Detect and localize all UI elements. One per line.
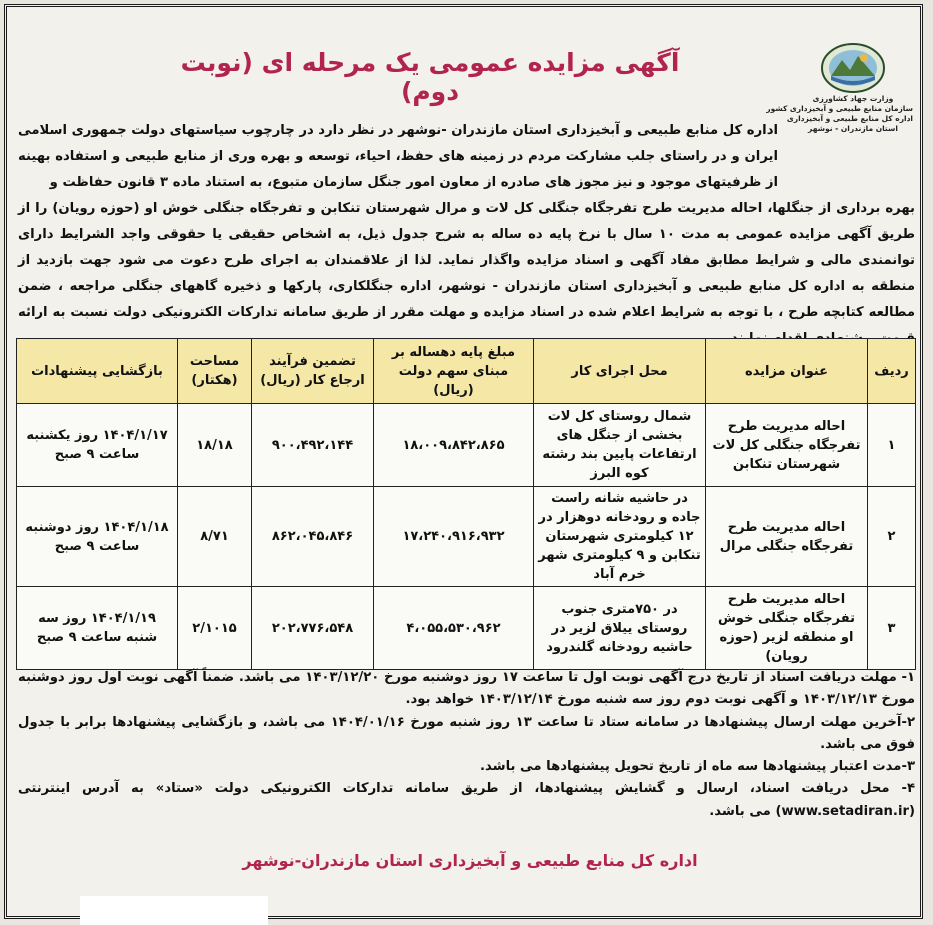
note-1: ۱- مهلت دریافت اسناد از تاریخ درج آگهی نوبت اول تا ساعت ۱۷ روز دوشنبه مورخ ۱۴۰۳/۱۲/۲۰ می باشد. ضمناً آگهی نوبت اول روز دوشنبه مورخ ۱۴۰۳/۱۲/۱۳ و آگهی نوبت دوم روز سه شنبه مورخ ۱۴۰۳/۱۲/۱۴ خواهد بود. <box>18 670 915 708</box>
cell-auction-title: احاله مدیریت طرح تفرجگاه جنگلی کل لات شهرستان تنکابن <box>706 404 868 487</box>
table-row <box>17 404 916 487</box>
cell-guarantee: ۸۶۲،۰۴۵،۸۴۶ <box>252 487 374 587</box>
header-row-number: ردیف <box>868 339 916 404</box>
intro-paragraph-rest: بهره برداری از جنگلها، احاله مدیریت طرح تفرجگاه جنگلی کل لات و مرال شهرستان تنکابن و تفرجگاه جنگلی خوش او (حوزه رویان) را از طریق آگهی مزایده عمومی به مدت ۱۰ سال با نرخ پایه ده ساله به شرح جدول ذیل، به اشخاص حقیقی یا حقوقی واجد الشرایط دارای توانمندی مالی و شرایط مطابق مفاد آگهی و اسناد مزایده واگذار نماید. لذا از علاقمندان به اجرای طرح دعوت می شود جهت بازدید از منطقه به اداره کل منابع طبیعی و آبخیزداری استان مازندران - نوشهر، اداره جنگلکاری، پارکها و ذخیره گاههای جنگلی مراجعه ، ضمن مطالعه کتابچه طرح ، با توجه به شرایط اعلام شده در اسناد مزایده و مهلت مقرر از طریق سامانه تدارکات الکترونیکی دولت نسبت به ارائه <box>18 201 916 320</box>
logo-line-4: استان مازندران - نوشهر <box>808 124 898 133</box>
cell-row-number: ۲ <box>868 487 916 587</box>
cell-area: ۱۸/۱۸ <box>178 404 252 487</box>
cell-area: ۸/۷۱ <box>178 487 252 587</box>
header-location: محل اجرای کار <box>534 339 706 404</box>
cell-base-price: ۱۷،۲۴۰،۹۱۶،۹۳۲ <box>374 487 534 587</box>
cell-base-price: ۱۸،۰۰۹،۸۴۲،۸۶۵ <box>374 404 534 487</box>
notice-title: آگهی مزایده عمومی یک مرحله ای (نوبت دوم) <box>180 48 680 106</box>
table-row <box>17 487 916 587</box>
header-opening: بازگشایی پیشنهادات <box>17 339 178 404</box>
cell-location: در ۷۵۰متری جنوب روستای ییلاق لزیر در حاشیه رودخانه گلندرود <box>534 587 706 670</box>
cell-row-number: ۱ <box>868 404 916 487</box>
logo-line-3: اداره کل منابع طبیعی و آبخیزداری <box>786 114 913 123</box>
header-guarantee: تضمین فرآیند ارجاع کار (ریال) <box>252 339 374 404</box>
note-4: ۴- محل دریافت اسناد، ارسال و گشایش پیشنهادها، از طریق سامانه تدارکات الکترونیکی دولت «ستاد» به آدرس اینترنتی (www.setadiran.ir) می باشد. <box>18 781 915 819</box>
cell-guarantee: ۲۰۲،۷۷۶،۵۴۸ <box>252 587 374 670</box>
cell-auction-title: احاله مدیریت طرح تفرجگاه جنگلی خوش او منطقه لزیر (حوزه رویان) <box>706 587 868 670</box>
auction-table <box>16 338 916 670</box>
cell-location: شمال روستای کل لات بخشی از جنگل های ارتفاعات پایین بند رشته کوه البرز <box>534 404 706 487</box>
table-header-row <box>17 339 916 404</box>
table-row <box>17 587 916 670</box>
header-auction-title: عنوان مزایده <box>706 339 868 404</box>
cell-opening: ۱۴۰۴/۱/۱۹ روز سه شنبه ساعت ۹ صبح <box>17 587 178 670</box>
issuer-footer: اداره کل منابع طبیعی و آبخیزداری استان مازندران-نوشهر <box>242 851 698 870</box>
cell-area: ۲/۱۰۱۵ <box>178 587 252 670</box>
header-area: مساحت (هکتار) <box>178 339 252 404</box>
notes-section <box>18 667 915 823</box>
cell-auction-title: احاله مدیریت طرح تفرجگاه جنگلی مرال <box>706 487 868 587</box>
header-base-price: مبلغ پایه دهساله بر مبنای سهم دولت (ریال) <box>374 339 534 404</box>
cell-opening: ۱۴۰۴/۱/۱۷ روز یکشنبه ساعت ۹ صبح <box>17 404 178 487</box>
cell-location: در حاشیه شانه راست جاده و رودخانه دوهزار در ۱۲ کیلومتری شهرستان تنکابن و ۹ کیلومتری شهر خرم آباد <box>534 487 706 587</box>
logo-line-1: وزارت جهاد کشاورزی <box>812 94 894 103</box>
intro-paragraph-start: اداره کل منابع طبیعی و آبخیزداری استان مازندران -نوشهر در نظر دارد در چارچوب سیاستهای دولت جمهوری اسلامی ایران و در راستای جلب مشارکت مردم در زمینه های حفظ، احیاء، توسعه و بهره وری از منابع طبیعی و استفاده بهینه از ظرفیتهای موجود و نیز مجوز های صادره از معاون امور جنگل سازمان متبوع، به استناد ماده ۳ قانون حفاظت و <box>18 123 778 190</box>
logo-line-2: سازمان منابع طبیعی و آبخیزداری کشور <box>766 104 913 113</box>
natural-resources-emblem-icon <box>820 42 886 94</box>
cell-guarantee: ۹۰۰،۴۹۲،۱۴۴ <box>252 404 374 487</box>
note-2: ۲-آخرین مهلت ارسال پیشنهادها در سامانه ستاد تا ساعت ۱۳ روز شنبه مورخ ۱۴۰۴/۰۱/۱۶ می باشد، و بازگشایی پیشنهادها برابر با جدول فوق می باشد. <box>18 714 915 752</box>
cell-opening: ۱۴۰۴/۱/۱۸ روز دوشنبه ساعت ۹ صبح <box>17 487 178 587</box>
note-3: ۳-مدت اعتبار پیشنهادها سه ماه از تاریخ تحویل پیشنهادها می باشد. <box>479 759 915 775</box>
cell-row-number: ۳ <box>868 587 916 670</box>
organization-logo <box>766 42 913 134</box>
cell-base-price: ۴،۰۵۵،۵۳۰،۹۶۲ <box>374 587 534 670</box>
blank-patch <box>80 896 268 925</box>
